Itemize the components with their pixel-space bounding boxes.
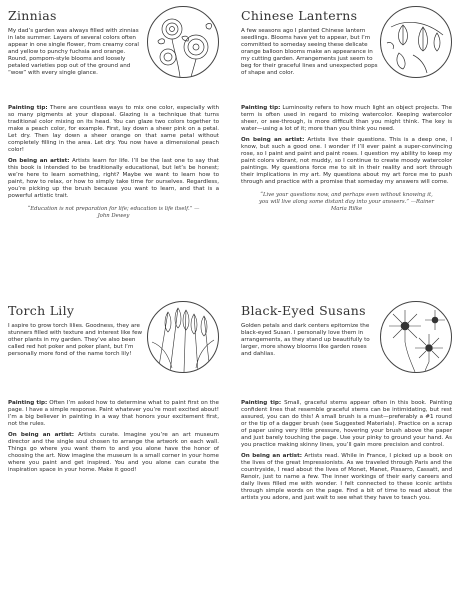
quote: “Live your questions now, and perhaps even without knowing it, you will live along some distant day into your answers.” —Rainer Maria Rilke	[258, 192, 435, 212]
quote: “Education is not preparation for life; education is life itself.” —John Dewey	[27, 206, 200, 219]
section-title: Chinese Lanterns	[241, 8, 358, 23]
section-title: Torch Lily	[8, 303, 75, 318]
on-being-an-artist: On being an artist: Artists learn for life. I’ll be the last one to say that this book is intended to be traditionally educational, but let’s be honest; we’re here to learn something, right? Maybe we want to learn how to paint, how to relax, or how to simply take time for ourselves. Regardless, you’re picking up the brush because you want to learn, and that is a powerful artistic trait.	[8, 158, 219, 199]
section-title: Black-Eyed Susans	[241, 303, 366, 318]
on-being-an-artist: On being an artist: Artists read. While in France, I picked up a book on the lives of the great Impressionists. As we traveled through Paris and the countryside, I read about the lives of Monet, Manet, Pissarro, Cassatt, and Renoir, just to name a few. The inner workings of their early careers and daily lives filled me with wonder. I felt connected to these iconic artists through simple words on the page. Find a bit of time to read about the artists you adore, and just wait to see what they have to teach you.	[241, 453, 453, 501]
on-being-an-artist: On being an artist: Artists live their questions. This is a deep one, I know, but such a good one. I wonder if I’ll ever paint a super-convincing rose, so I paint and paint and paint roses. I question my ability to keep my paint colors vibrant, not muddy, so I continue to create moody watercolor paintings. My questions force me to sit in their reality and sort through their implications in my art. My questions about my art force me to push through and practice with a promise that someday my answers will come.	[241, 137, 453, 185]
torch-lily-illustration	[147, 301, 219, 373]
intro-text: I aspire to grow torch lilies. Goodness, they are stunners filled with texture and interest like few other plants in my garden. They’ve also been called red hot poker and poker plant, but I’m personally more fond of the name torch lily!	[8, 323, 143, 357]
section-intro	[241, 28, 452, 101]
section-torch-lily	[8, 303, 219, 474]
on-being-an-artist: On being an artist: Artists curate. Imagine you’re an art museum director and the single soul chosen to arrange the artwork on each wall. Things go where you want them to and you alone have the honor of choosing the art. Now imagine the museum is a small corner in your home where you paint and get inspired. You and you alone can curate the inspiration space in your home. Make it good!	[8, 432, 220, 473]
section-intro	[8, 323, 219, 396]
painting-tip: Painting tip: There are countless ways to mix one color, especially with so many pigments at your disposal. Glazing is a technique that turns traditional color mixing on its head. You can glaze two colors together to make a peach color, for example. First, lay down a sheer pink on a petal. Let dry. Then lay down a sheer orange on that same petal without completely filling in the area. Let dry. You now have a dimensional peach color!	[8, 105, 220, 153]
intro-text: A few seasons ago I planted Chinese lantern seedlings. Blooms have yet to appear, but I’m committed to someday seeing these delicate orange balloon blooms make an appearance in my cutting garden. Arrangements just seem to beg for their graceful lines and unexpected pops of shape and color.	[241, 28, 378, 76]
intro-text: Golden petals and dark centers epitomize the black-eyed Susan. I personally love them in arrangements, as they stand up beautifully to larger, more showy blooms like garden roses and dahlias.	[241, 323, 370, 357]
intro-text: My dad’s garden was always filled with zinnias in late summer. Layers of several colors often appear in one single flower, from creamy coral and yellow to punchy fuchsia and orange. Round, pompom-style blooms and loosely petaled varieties pop out of the ground and “wow” with every single glance.	[8, 28, 139, 76]
zinnia-illustration	[147, 6, 219, 78]
section-intro	[8, 28, 219, 101]
section-chinese-lanterns	[241, 8, 452, 213]
painting-tip: Painting tip: Luminosity refers to how much light an object projects. The term is often used in regard to mixing watercolor. Keeping watercolor sheer, or see-through, is more difficult than you might think. The key is water—using a lot of it; more than you think you need.	[241, 105, 453, 132]
chinese-lantern-illustration	[380, 6, 452, 78]
section-intro	[241, 323, 452, 396]
section-zinnias	[8, 8, 219, 220]
painting-tip: Painting tip: Often I’m asked how to determine what to paint first on the page. I have a simple response. Paint whatever you’re most excited about! I’m a big believer in painting in a way that honors your excitement first, not the rules.	[8, 400, 219, 427]
section-black-eyed-susans	[241, 303, 452, 502]
section-title: Zinnias	[8, 8, 57, 23]
black-eyed-susan-illustration	[380, 301, 452, 373]
painting-tip: Painting tip: Small, graceful stems appear often in this book. Painting confident lines that resemble graceful stems can be intimidating, but rest assured, you can do this! A small brush is a must—preferably a #1 round or the tip of a dagger brush (see Suggested Materials). Practice on a scrap of paper using very little pressure, hovering your brush above the paper and just barely touching the page. Use your pinky to ground your hand. As you practice making skinny lines, you’ll gain more precision and control.	[241, 400, 452, 448]
